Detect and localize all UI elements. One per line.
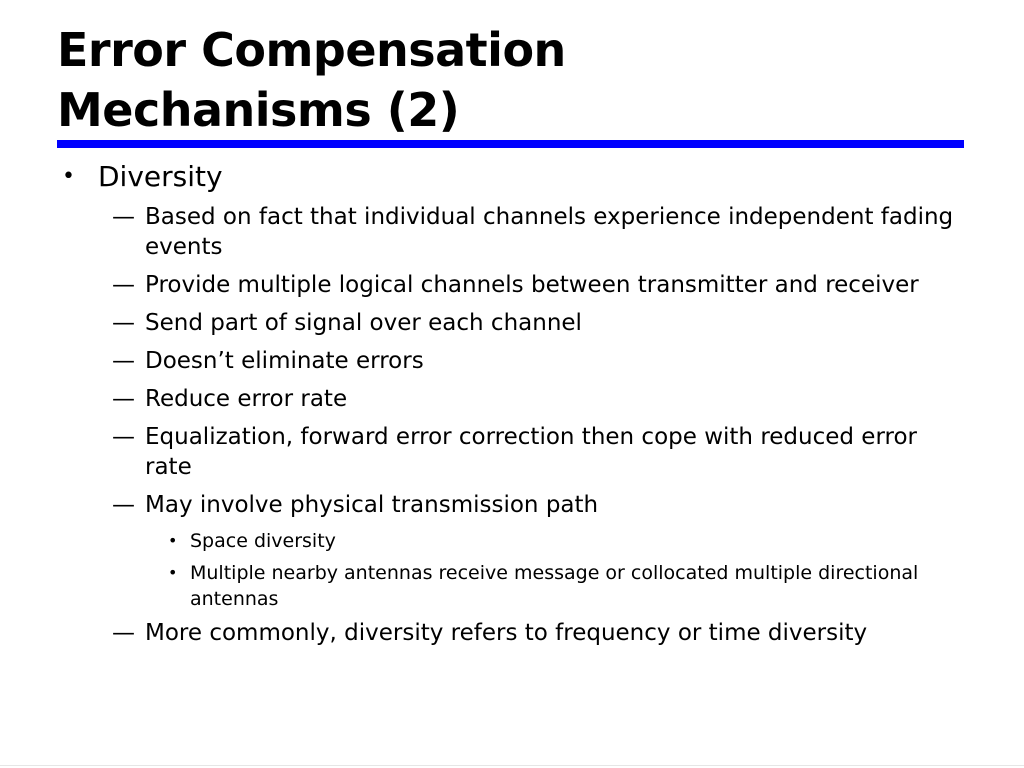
list-item — [60, 308, 960, 338]
dash-icon: — — [112, 204, 135, 230]
dash-icon: — — [112, 620, 135, 646]
footer-divider — [0, 765, 1024, 766]
list-item — [60, 618, 960, 648]
list-item — [60, 422, 960, 482]
dash-icon: — — [112, 424, 135, 450]
sub-list-item-text: Space diversity — [190, 530, 336, 552]
sub-list-item — [60, 560, 960, 612]
dash-icon: — — [112, 386, 135, 412]
diversity-points — [60, 202, 960, 520]
bullet-icon: • — [168, 531, 178, 550]
dash-icon: — — [112, 492, 135, 518]
physical-path-subpoints — [60, 528, 960, 612]
list-item — [60, 384, 960, 414]
bullet-text: Diversity — [98, 160, 223, 193]
list-item-text: Equalization, forward error correction then cope with reduced error rate — [145, 424, 917, 480]
diversity-points-continued — [60, 618, 960, 648]
dash-icon: — — [112, 272, 135, 298]
slide-title — [57, 20, 957, 140]
list-item — [60, 202, 960, 262]
dash-icon: — — [112, 348, 135, 374]
list-item-text: Reduce error rate — [145, 386, 348, 412]
list-item-text: Doesn’t eliminate errors — [145, 348, 424, 374]
slide-title-line-2: Mechanisms (2) — [57, 83, 460, 137]
slide-content — [60, 158, 960, 656]
slide-title-line-1: Error Compensation — [57, 23, 566, 77]
list-item — [60, 346, 960, 376]
dash-icon: — — [112, 310, 135, 336]
title-underline — [57, 140, 964, 148]
list-item-text: Based on fact that individual channels experience independent fading events — [145, 204, 954, 260]
list-item — [60, 270, 960, 300]
list-item-text: Send part of signal over each channel — [145, 310, 582, 336]
bullet-icon: • — [62, 164, 75, 189]
list-item — [60, 490, 960, 520]
sub-list-item — [60, 528, 960, 554]
bullet-diversity — [60, 158, 960, 196]
list-item-text: More commonly, diversity refers to frequency or time diversity — [145, 620, 868, 646]
list-item-text: May involve physical transmission path — [145, 492, 599, 518]
bullet-icon: • — [168, 563, 178, 582]
list-item-text: Provide multiple logical channels between transmitter and receiver — [145, 272, 919, 298]
sub-list-item-text: Multiple nearby antennas receive message or collocated multiple directional antennas — [190, 562, 919, 610]
